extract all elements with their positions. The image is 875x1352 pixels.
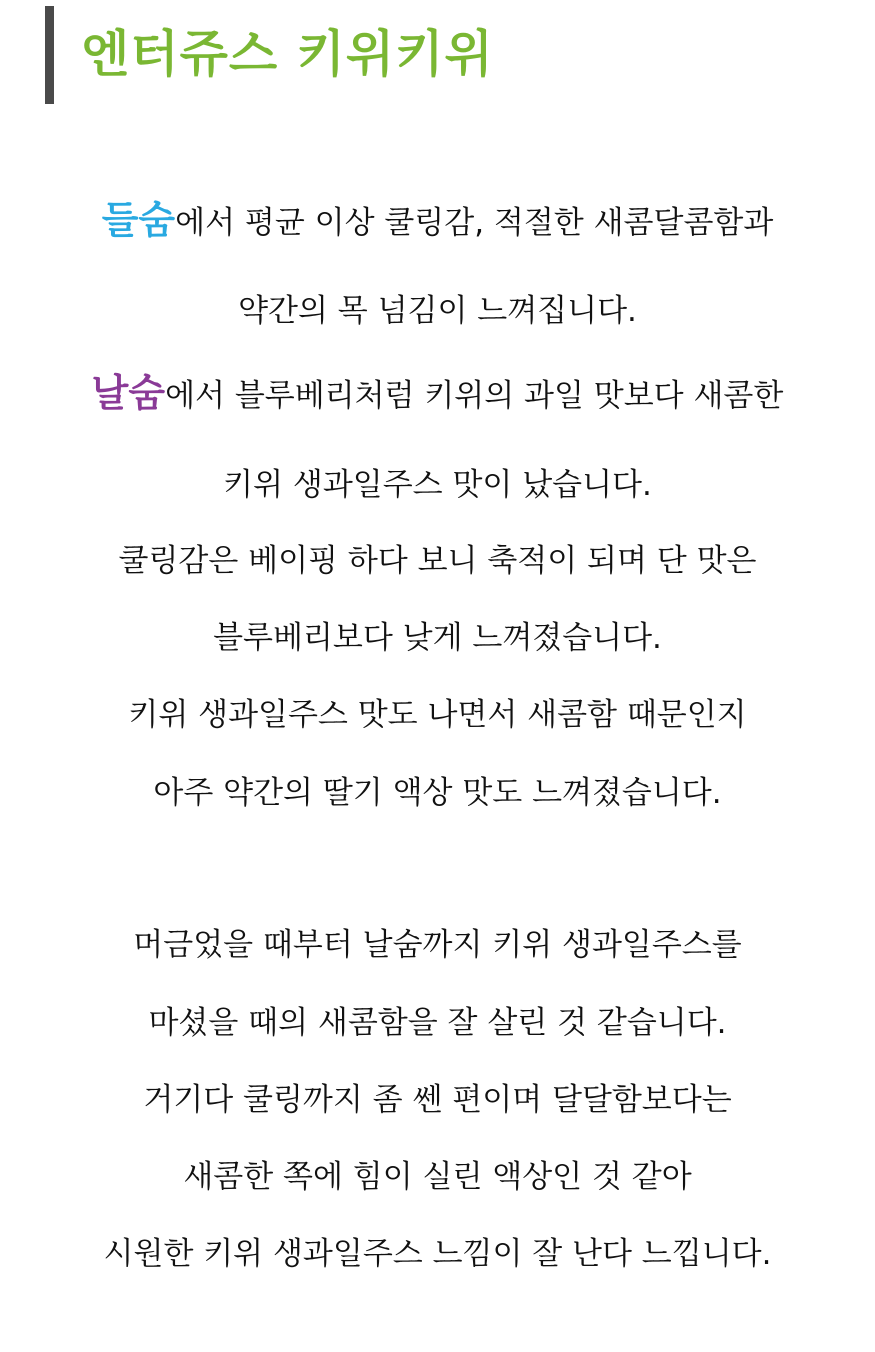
page-title: 엔터쥬스 키위키위 bbox=[81, 25, 494, 83]
review-line bbox=[0, 200, 875, 243]
review-line-text: 에서 평균 이상 쿨링감, 적절한 새콤달콤함과 bbox=[175, 205, 774, 241]
review-line: 아주 약간의 딸기 액상 맛도 느껴졌습니다. bbox=[153, 775, 722, 811]
review-line-text: 에서 블루베리처럼 키위의 과일 맛보다 새콤한 bbox=[165, 378, 784, 414]
review-line: 블루베리보다 낮게 느껴졌습니다. bbox=[213, 620, 662, 656]
review-line bbox=[0, 373, 875, 416]
review-line: 쿨링감은 베이핑 하다 보니 축적이 되며 단 맛은 bbox=[118, 543, 757, 579]
review-line: 거기다 쿨링까지 좀 쎈 편이며 달달함보다는 bbox=[143, 1082, 732, 1118]
review-line: 마셨을 때의 새콤함을 잘 살린 것 같습니다. bbox=[148, 1005, 727, 1041]
header-accent-bar bbox=[45, 6, 54, 104]
review-line: 키위 생과일주스 맛이 났습니다. bbox=[223, 467, 652, 503]
section-header bbox=[45, 6, 845, 104]
review-line: 약간의 목 넘김이 느껴집니다. bbox=[238, 293, 637, 329]
review-line: 새콤한 쪽에 힘이 실린 액상인 것 같아 bbox=[183, 1159, 692, 1195]
review-line: 시원한 키위 생과일주스 느낌이 잘 난다 느낍니다. bbox=[103, 1236, 772, 1272]
review-line: 키위 생과일주스 맛도 나면서 새콤함 때문인지 bbox=[128, 697, 747, 733]
review-line: 머금었을 때부터 날숨까지 키위 생과일주스를 bbox=[133, 927, 742, 963]
inhale-highlight: 들숨 bbox=[101, 198, 176, 242]
exhale-highlight: 날숨 bbox=[91, 371, 166, 415]
